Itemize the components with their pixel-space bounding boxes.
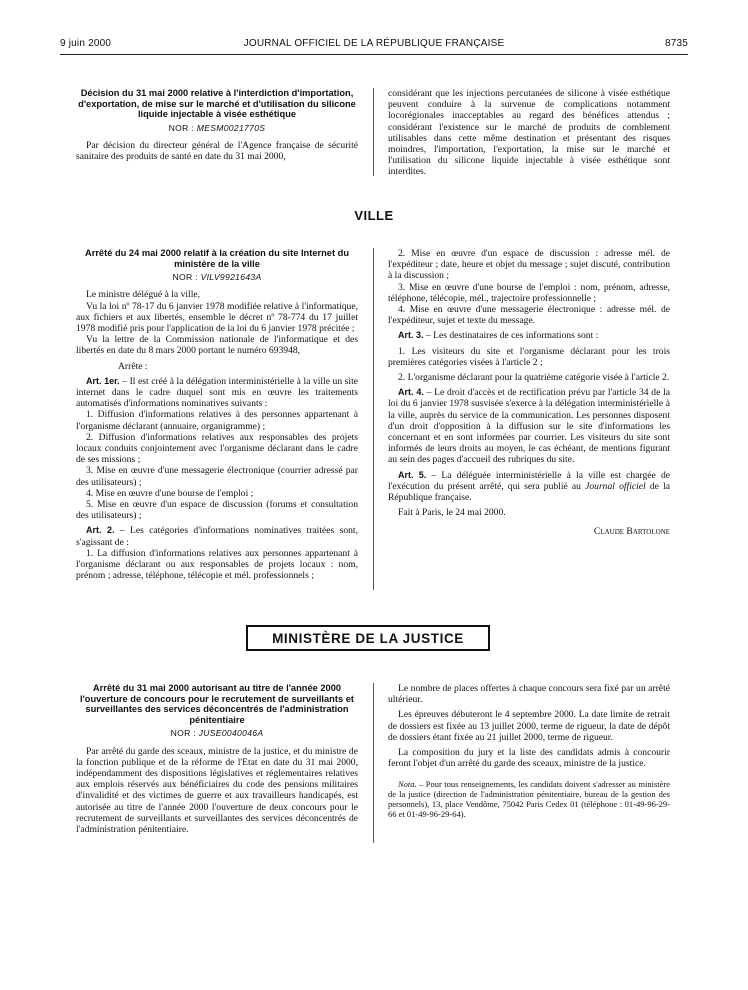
ville-right-column [388, 248, 670, 538]
ville-destinataire-2: 2. L'organisme déclarant pour la quatrième catégorie visée à l'article 2. [398, 372, 670, 384]
justice-paragraph-2: Le nombre de places offertes à chaque concours sera fixé par un arrêté ultérieur. [388, 683, 670, 706]
decision-left-text: Par décision du directeur général de l'Agence française de sécurité sanitaire des produits de santé en date du 31 mai 2000, [76, 139, 358, 163]
justice-nor-code: JUSE0040046A [198, 728, 264, 739]
justice-right-column [388, 683, 670, 819]
justice-nor: NOR : JUSE0040046A [170, 728, 264, 739]
ville-vu-1: Vu la loi nº 78-17 du 6 janvier 1978 modifiée relative à l'informatique, aux fichiers et aux libertés, ensemble le décret nº 78-774 du 17 juillet 1978 modifié pris pour l'application de la loi du 6 janvier 1978 précitée ; [76, 300, 358, 334]
decision-nor-code: MESM0021770S [196, 122, 266, 133]
ville-article-4: Art. 4. – Le droit d'accès et de rectification prévu par l'article 34 de la loi du 6 janvier 1978 susvisée s'exerce à la délégation interministérielle à la ville, auprès du service de la communication. Les personnes disposent d'un droit d'opposition à la diffusion sur le site d'informations les concernant et en sont informées par courrier. Les visiteurs du site sont informés de leurs droits au moyen, le cas échéant, de mentions figurant au sein des pages d'accueil des rubriques du site. [388, 387, 670, 466]
justice-paragraph-4: La composition du jury et la liste des candidats admis à concourir feront l'objet d'un arrêté du garde des sceaux, ministre de la justice. [388, 747, 670, 770]
section-heading-justice: MINISTÈRE DE LA JUSTICE [246, 625, 490, 651]
justice-left-column [76, 683, 358, 835]
ville-signature: Claude Bartolone [593, 526, 670, 538]
decision-nor: NOR : MESM0021770S [168, 122, 266, 133]
decision-left-column [76, 88, 358, 162]
ville-vu-2: Vu la lettre de la Commission nationale de l'informatique et des libertés en date du 8 mars 2000 portant le numéro 693948, [76, 334, 358, 357]
header-rule [60, 54, 688, 55]
ville-left-column [76, 248, 358, 581]
column-divider [373, 683, 374, 843]
header-journal-title: JOURNAL OFFICIEL DE LA RÉPUBLIQUE FRANÇAISE [243, 38, 505, 49]
decision-right-text: considérant que les injections percutanées de silicone à visée esthétique peuvent conduire à la survenue de complications notamment locorégionales inacceptables au regard des bénéfices attendus ; considérant l'existence sur le marché de produits de comblement utilisables dans cette même destination et présentant des risques moindres, l'importation, l'exportation, la mise sur le marché et l'utilisation du silicone liquide injectable à visée esthétique sont interdites. [388, 88, 670, 178]
ville-article-3: Art. 3. – Les destinataires de ces informations sont : [398, 330, 599, 342]
justice-title: Arrêté du 31 mai 2000 autorisant au titre de l'année 2000 l'ouverture de concours pour le recrutement de surveillants et surveillantes des services déconcentrés de l'administration pénitentiaire [80, 683, 354, 725]
ville-category-2: 2. Mise en œuvre d'un espace de discussion : adresse mél. de l'expéditeur ; date, heure et objet du message ; sujet discuté, contribution à la discussion ; [388, 248, 670, 282]
ville-item-4: 4. Mise en œuvre d'une bourse de l'emploi ; [86, 487, 254, 499]
section-heading-ville: VILLE [354, 208, 394, 223]
journal-officiel-ref: Journal officiel [585, 480, 646, 492]
ville-fait: Fait à Paris, le 24 mai 2000. [398, 507, 506, 519]
justice-nota: Nota. – Pour tous renseignements, les candidats doivent s'adresser au ministère de la justice (direction de l'administration pénitentiaire, bureau de la gestion des personnels), 13, place Vendôme, 75042 Paris Cedex 01 (téléphone : 01-49-96-29-66 et 01-49-96-29-64). [388, 779, 670, 820]
header-date: 9 juin 2000 [60, 38, 112, 49]
page-header [60, 38, 688, 52]
header-page-number: 8735 [664, 38, 688, 49]
ville-article-1: Art. 1er. – Il est créé à la délégation interministérielle à la ville un site internet dans le cadre duquel sont mis en œuvre les traitements automatisés d'informations nominatives suivants : [76, 375, 358, 410]
ville-category-4: 4. Mise en œuvre d'une messagerie électronique : adresse mél. de l'expéditeur, sujet et texte du message. [388, 304, 670, 327]
ville-article-2: Art. 2. – Les catégories d'informations nominatives traitées sont, s'agissant de : [76, 525, 358, 548]
ville-nor: NOR : VILV9921643A [172, 272, 262, 283]
column-divider [373, 248, 374, 590]
column-divider [373, 88, 374, 176]
justice-paragraph-3: Les épreuves débuteront le 4 septembre 2000. La date limite de retrait de dossiers est fixée au 13 juillet 2000, terme de rigueur, la date de dépôt de dossiers étant fixée au 21 juillet 2000, terme de rigueur. [388, 709, 670, 743]
decision-right-column [388, 88, 670, 178]
ville-category-3: 3. Mise en œuvre d'une bourse de l'emploi : nom, prénom, adresse, téléphone, télécopie, mél., trajectoire professionnelle ; [388, 281, 670, 304]
ville-arrete: Arrête : [118, 360, 148, 372]
ville-item-1: 1. Diffusion d'informations relatives à des personnes appartenant à l'organisme déclarant (annuaire, organigramme) ; [76, 409, 358, 432]
ville-nor-code: VILV9921643A [200, 272, 262, 283]
ville-item-5: 5. Mise en œuvre d'un espace de discussion (forums et consultation des utilisateurs) ; [76, 499, 358, 522]
ville-category-1: 1. La diffusion d'informations relatives aux personnes appartenant à l'organisme déclarant ou aux responsables de projets locaux : nom, prénom ; adresse, téléphone, télécopie et mél. professionnels ; [76, 547, 358, 582]
ville-intro: Le ministre délégué à la ville, [86, 289, 201, 301]
ville-item-2: 2. Diffusion d'informations relatives aux responsables des projets locaux conduits conjointement avec l'organisme déclarant dans le cadre de ses missions ; [76, 431, 358, 466]
justice-paragraph-1: Par arrêté du garde des sceaux, ministre de la justice, et du ministre de la fonction publique et de la réforme de l'Etat en date du 31 mai 2000, indépendamment des dispositions législatives et réglementaires relatives aux emplois réservés aux bénéficiaires du code des pensions militaires d'invalidité et des victimes de guerre et aux travailleurs handicapés, est autorisée au titre de l'année 2000 l'ouverture de deux concours pour le recrutement de surveillants et surveillantes des services déconcentrés de l'administration pénitentiaire. [76, 745, 358, 835]
ville-title: Arrêté du 24 mai 2000 relatif à la création du site Internet du ministère de la ville [84, 248, 350, 269]
decision-title: Décision du 31 mai 2000 relative à l'interdiction d'importation, d'exportation, de mise sur le marché et d'utilisation du silicone liquide injectable à visée esthétique [78, 88, 356, 120]
ville-destinataire-1: 1. Les visiteurs du site et l'organisme déclarant pour les trois premières catégories visées à l'article 2 ; [388, 345, 670, 368]
ville-article-5: Art. 5. – La déléguée interministérielle à la ville est chargée de l'exécution du présent arrêté, qui sera publié au Journal officiel de la République française. [388, 469, 670, 504]
ville-item-3: 3. Mise en œuvre d'une messagerie électronique (courrier adressé par des utilisateurs) ; [76, 465, 358, 488]
